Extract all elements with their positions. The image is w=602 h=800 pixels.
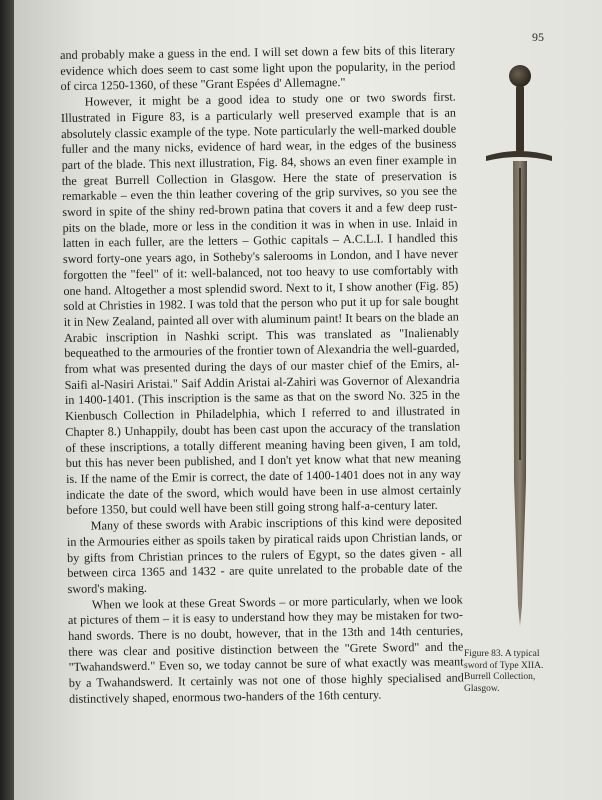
caption-line: Glasgow. [464, 683, 500, 694]
sword-pommel [509, 65, 531, 87]
paragraph-4: When we look at these Great Swords – or more particularly, when we look at pictures of them – it is easy to understand how they may be mistaken for two-hand swords. There is no doubt, however, that in the 13th and 14th centuries, there was clear and positive distinction between the "Grete Sword" and the "Twahandswerd." Even so, we today cannot be sure of what exactly was meant by a Twahandswerd. It certainly was not one of those highly specialised and distinctively shaped, enormous two-handers of the 16th century. [67, 592, 464, 706]
sword-illustration [484, 60, 554, 630]
book-spine-shadow [0, 0, 14, 800]
paragraph-3: Many of these swords with Arabic inscriptions of this kind were deposited in the Armouries either as spoils taken by piratical raids upon Christian lands, or by gifts from Christian princes to the rulers of Egypt, so the dates given - all between circa 1365 and 1432 - are quite unrelated to the probable date of the sword's making. [66, 513, 463, 596]
paragraph-1: and probably make a guess in the end. I will set down a few bits of this literary evidence which does seem to cast some light upon the popularity, in the period of circa 1250-1360, of these "Grant Espées d' Allemagne." [60, 42, 456, 94]
caption-line: Figure 83. A typical [464, 649, 540, 659]
sword-crossguard [486, 151, 552, 161]
page-number: 95 [532, 30, 544, 44]
body-text [60, 42, 464, 707]
figure-caption [464, 649, 574, 695]
caption-line: Burrell Collection, [464, 672, 536, 682]
caption-line: sword of Type XIIA. [464, 660, 544, 671]
sword-fuller [519, 168, 521, 460]
paragraph-2: However, it might be a good idea to study one or two swords first. Illustrated in Figure 83, is a particularly well preserved example that is an absolutely classic example of the type. Note particularly the well-marked double fuller and the many nicks, evidence of hard wear, in the edges of the business part of the blade. This next illustration, Fig. 84, shows an even finer example in the great Burrell Collection in Glasgow. Here the state of preservation is remarkable – even the thin leather covering of the grip survives, so you see the sword in spite of the shiny red-brown patina that covers it and a few deep rust-pits on the blade, more or less in the condition it was in when in use. Inlaid in latten in each fuller, are the letters – Gothic capitals – A.C.L.I. I handled this sword forty-one years ago, in Sotheby's salerooms in London, and I have never forgotten the "feel" of it: well-balanced, not too heavy to use comfortably with one hand. Altogether a most splendid sword. Next to it, I show another (Fig. 85) sold at Christies in 1982. I was told that the person who put it up for sale bought it in New Zealand, painted all over with aluminum paint! It bears on the blade an Arabic inscription in Nashki script. This was translated as "Inalienably bequeathed to the armouries of the frontier town of Alexandria the well-guarded, from what was presented during the days of our master chief of the Emirs, al-Saifi al-Nasiri Aristai." Saif Addin Aristai al-Zahiri was Governor of Alexandria in 1400-1401. (This inscription is the same as that on the sword No. 325 in the Kienbusch Collection in Philadelphia, which I referred to and illustrated in Chapter 8.) Unhappily, doubt has been cast upon the accuracy of the translation of these inscriptions, a totally different meaning having been given, I am told, but this has never been published, and I don't yet know what that new meaning is. If the name of the Emir is correct, the date of 1400-1401 does not in any way indicate the date of the sword, which would have been in use almost certainly before 1350, but could well have been still going strong half-a-century later. [60, 89, 462, 518]
book-page [14, 0, 602, 800]
sword-grip [516, 86, 524, 152]
